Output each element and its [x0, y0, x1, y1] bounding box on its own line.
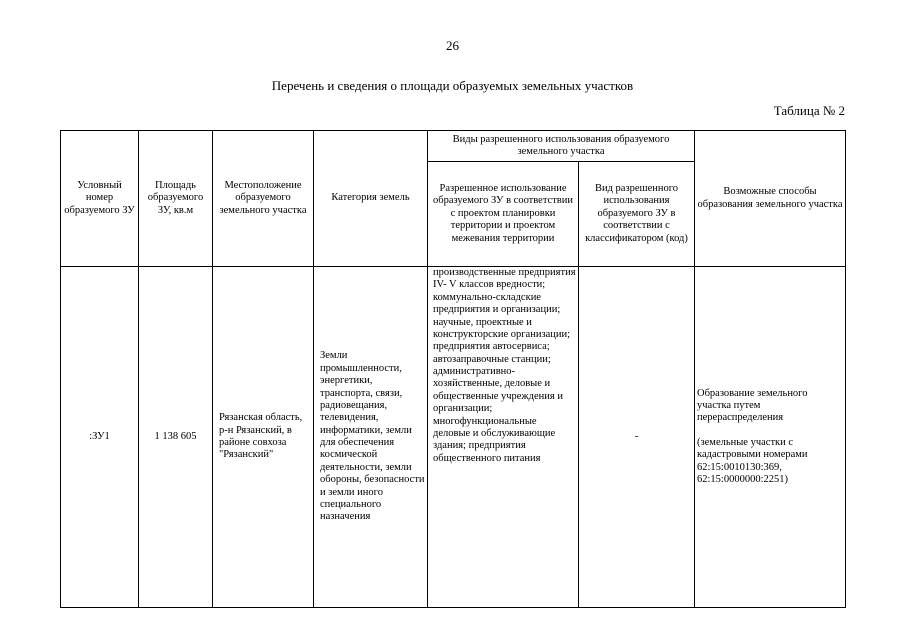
- header-row-1: [61, 131, 846, 162]
- header-category: Категория земель: [314, 131, 428, 267]
- method-note: (земельные участки с кадастровыми номерами 62:15:0010130:369, 62:15:0000000:2251): [697, 436, 808, 485]
- header-usage-planned: Разрешенное использование образуемого ЗУ в соответствии с проектом планировки территории и проектом межевания территории: [428, 162, 579, 267]
- table-row: [61, 267, 846, 608]
- header-usage-code: Вид разрешенного использования образуемого ЗУ в соответствии с классификатором (код): [579, 162, 695, 267]
- land-plots-table: [60, 130, 846, 608]
- cell-area: 1 138 605: [139, 267, 213, 608]
- cell-methods: [695, 267, 846, 608]
- header-area: Площадь образуемого ЗУ, кв.м: [139, 131, 213, 267]
- header-methods: Возможные способы образования земельного участка: [695, 131, 846, 267]
- cell-zu-number: :ЗУ1: [61, 267, 139, 608]
- page-number: 26: [446, 38, 459, 53]
- cell-location: Рязанская область, р-н Рязанский, в районе совхоза "Рязанский": [213, 267, 314, 608]
- document-title: Перечень и сведения о площади образуемых земельных участков: [271, 78, 634, 93]
- cell-usage-code: -: [579, 267, 695, 608]
- header-zu-number: Условный номер образуемого ЗУ: [61, 131, 139, 267]
- cell-usage-planned: производственные предприятия IV- V классов вредности; коммунально-складские предприятия и организации; научные, проектные и конструкторские организации; предприятия автосервиса; автозаправочные станции; административно-хозяйственные, деловые и общественные учреждения и организации; многофункциональные деловые и обслуживающие здания; предприятия общественного питания: [428, 267, 579, 608]
- cell-category: Земли промышленности, энергетики, транспорта, связи, радиовещания, телевидения, информатики, земли для обеспечения космической деятельности, земли обороны, безопасности и земли иного специального назначения: [314, 267, 428, 608]
- header-location: Местоположение образуемого земельного участка: [213, 131, 314, 267]
- method-text: Образование земельного участка путем перераспределения: [697, 387, 808, 424]
- header-usage-group: Виды разрешенного использования образуемого земельного участка: [428, 131, 695, 162]
- table-label: Таблица № 2: [773, 103, 845, 118]
